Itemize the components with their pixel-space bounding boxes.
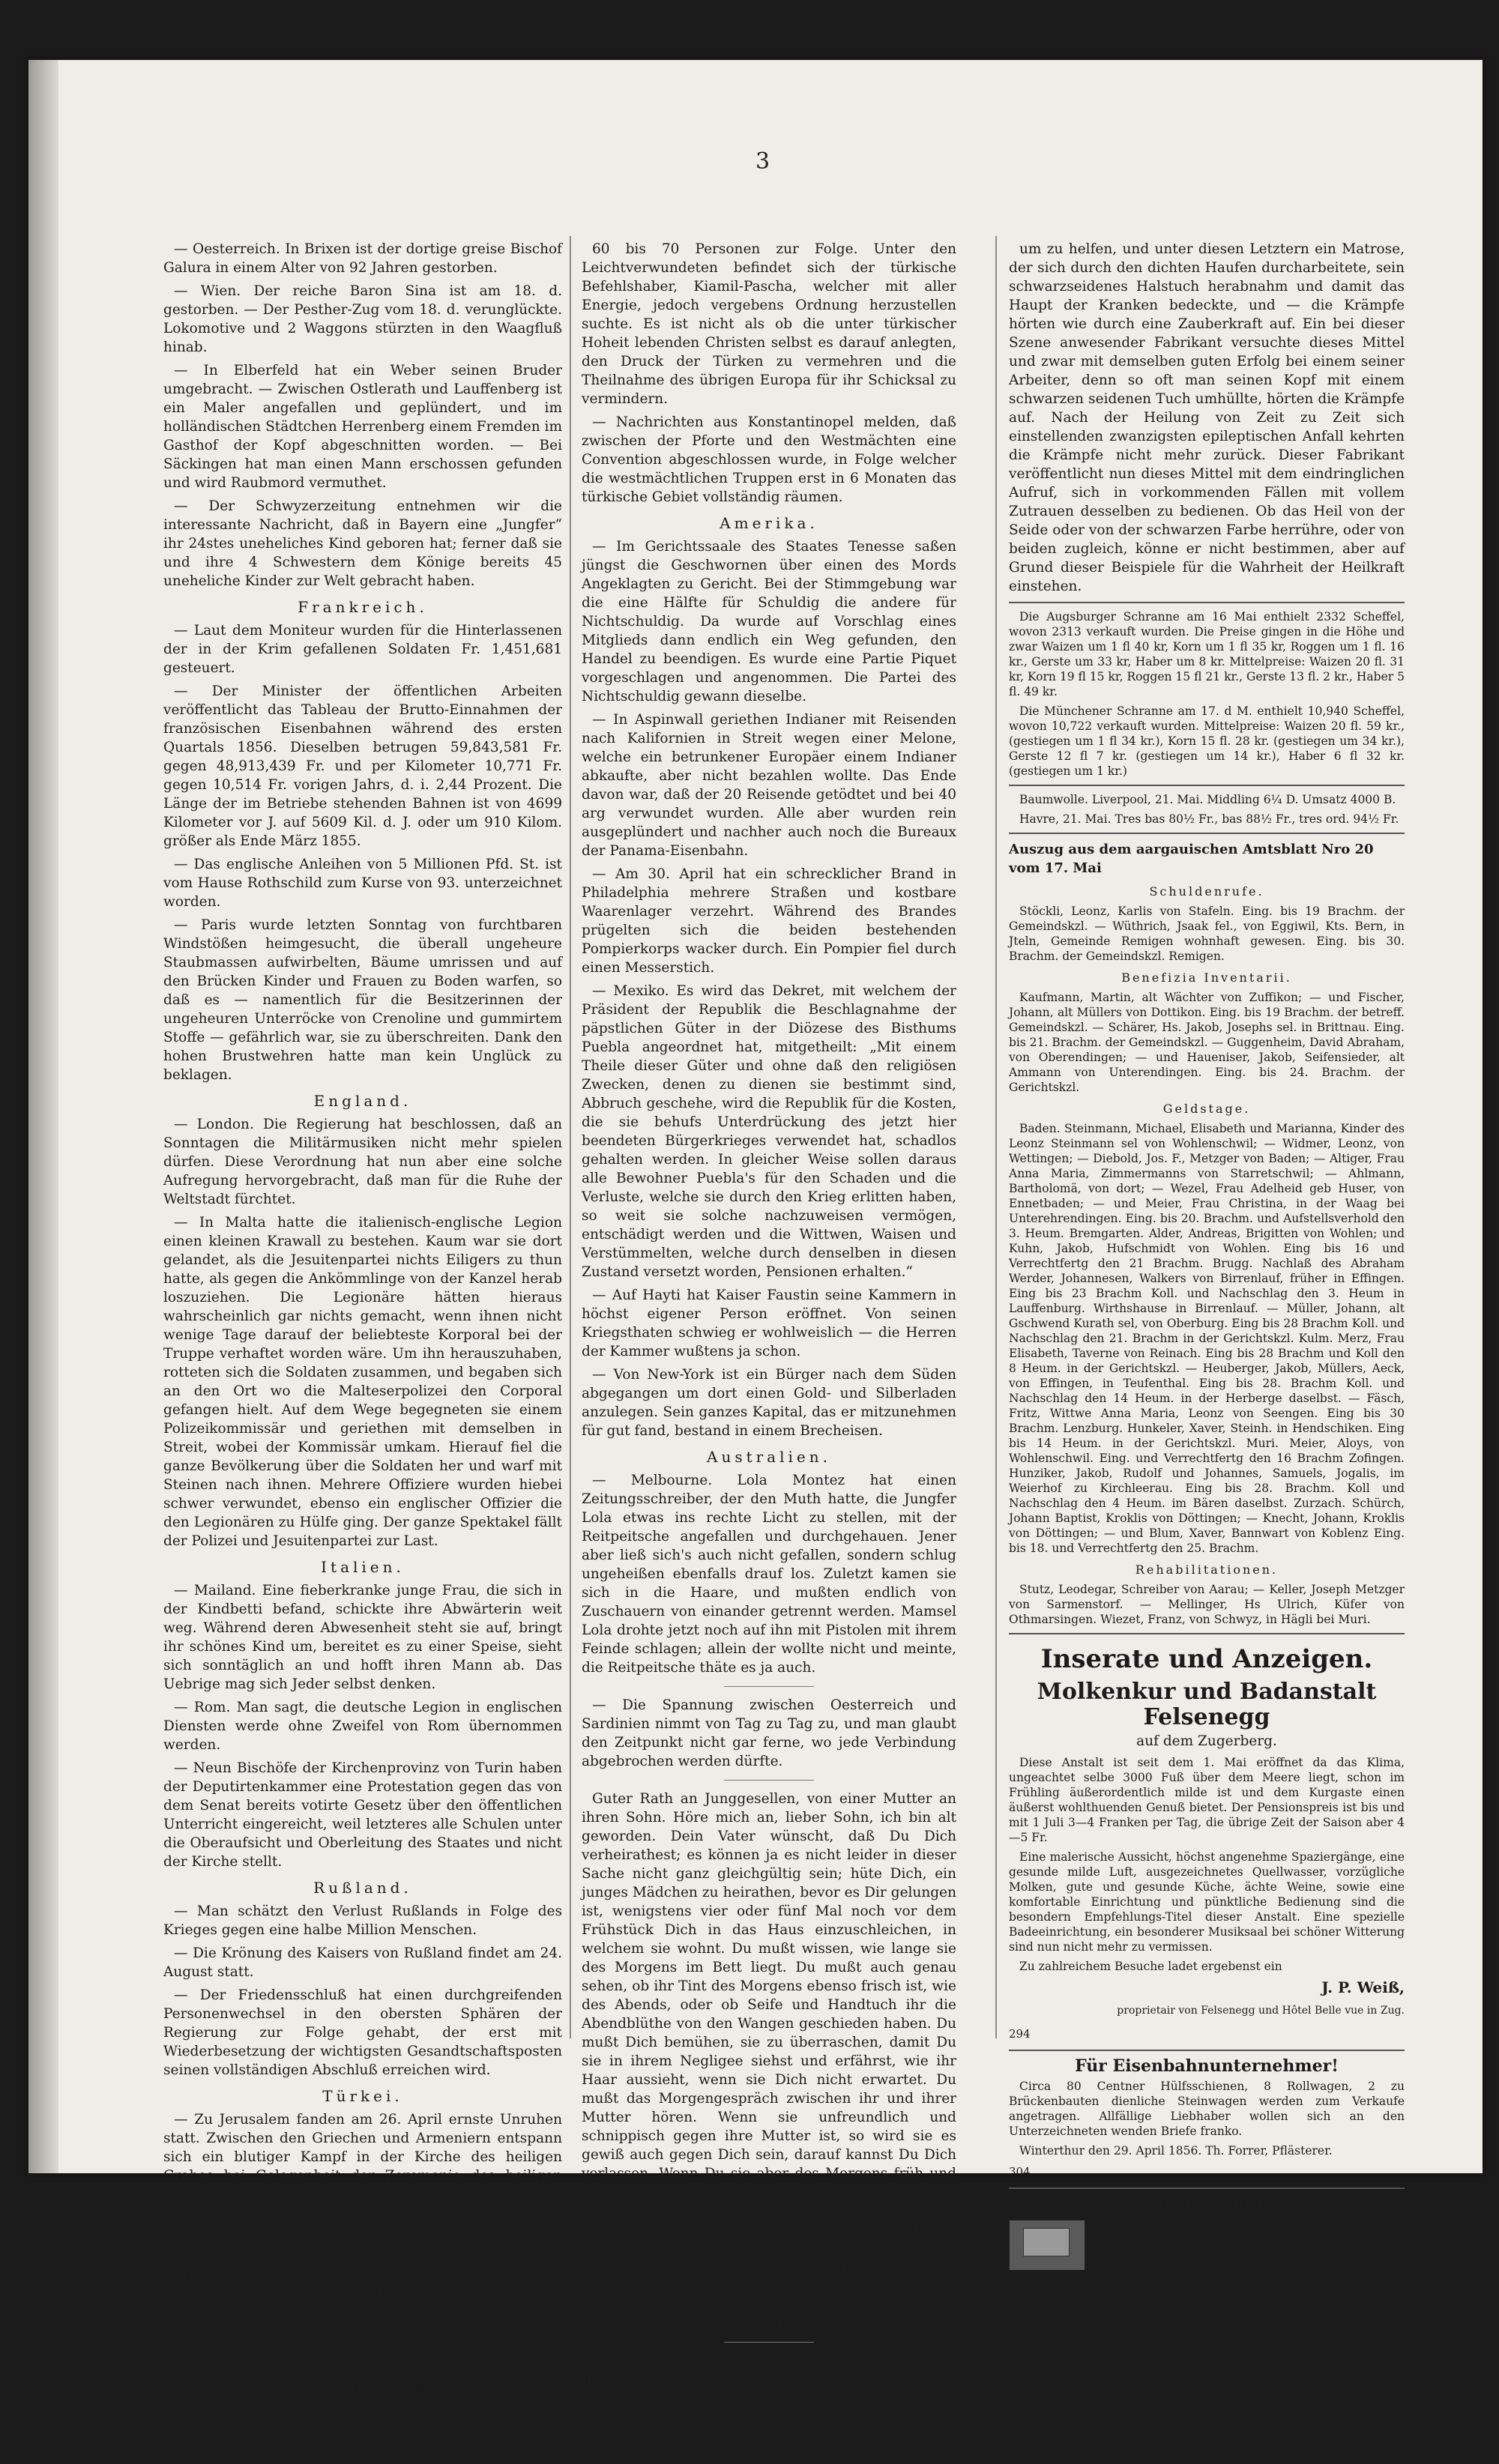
- article-paragraph: — Paris wurde letzten Sonntag von furchtbaren Windstößen heimgesucht, die überall ungeheure Staubmassen aufwirbelten, Bäume umrissen und auf den Brücken Kinder und Frauen zu Boden warfen, so daß es — namentlich für die Besitzerinnen der ungeheuren Unterröcke von Crenoline und gummirtem Stoffe — gefährlich war, sie zu überschreiten. Dank den hohen Brustwehren hatte man kein Unglück zu beklagen.: [163, 917, 562, 1083]
- section-rule: [1009, 2050, 1405, 2051]
- page-spine-shadow: [28, 60, 58, 2173]
- article-paragraph: — Im Gerichtssaale des Staates Tenesse saßen jüngst die Geschwornen über einen des Mords Angeklagten zu Gericht. Bei der Stimmgebung war die eine Hälfte für Schuldig die andere für Nichtschuldig. Da wurde auf Vorschlag eines Mitglieds dann endlich ein Weg gefunden, den Handel zu beendigen. Es wurde eine Partie Piquet vorgeschlagen und angenommen. Die Partei des Nichtschuldig gewann dieselbe.: [582, 539, 956, 704]
- notice-paragraph: Zu zahlreichem Besuche ladet ergebenst ein: [1019, 1960, 1282, 1973]
- article-paragraph: — Von New-York ist ein Bürger nach dem Süden abgegangen um dort einen Gold- und Silberladen anzulegen. Sein ganzes Kapital, das er mitzunehmen für gut fand, bestand in einem Brecheisen.: [582, 1367, 956, 1439]
- amtsblatt-heading: Auszug aus dem aargauischen Amtsblatt Nro 20 vom 17. Mai: [1009, 842, 1374, 876]
- separator-rule: [724, 1780, 814, 1781]
- notice-paragraph: Kaufmann, Martin, alt Wächter von Zuffikon; — und Fischer, Johann, alt Müllers von Dottikon. Eing. bis 19 Brachm. der betreff. Gemeindskzl. — Schärer, Hs. Jakob, Josephs sel. in Brittnau. Eing. bis 21. Brachm. der Gemeindskzl. — Guggenheim, David Abraham, von Oberendingen; — und Haueniser, Jakob, Seifensieder, alt Ammann von Unterendingen. Eing. bis 24. Brachm. der Gerichtskzl.: [1009, 991, 1405, 1094]
- section-heading: Rußland.: [313, 1879, 412, 1897]
- section-heading: Frankreich.: [298, 598, 428, 616]
- notice-heading: Geldstage.: [1162, 1102, 1251, 1116]
- ad-text: Ein Wasserwerk in der östlichen Schweiz von wenigstens 80 Pferdekräften, mit durchschnittlich großem Wasser, mit oder ohne Land, mit oder ohne mehrere Gebäulichkeiten. Dasselbe liegt an der Verbindung aller Hauptstraßen in einem Dorfe an einem See und an Eisenbahnen, und in Berührung mit allen Kantonen und einer der schönsten und fruchtbarsten Lagen der Schweiz. Kaufsbedingnisse sind sehr billig. Frankirte Briefe mit der Chiffre Z. 00 besorgt die Expedition dieser Zeitung.: [1009, 2217, 1405, 2351]
- article-paragraph: — Mailand. Eine fieberkranke junge Frau, die sich in der Kindbetti befand, schickte ihre Abwärterin weit weg. Während deren Abwesenheit steht sie auf, bringt ihr schönes Kind um, bereitet es zu einer Speise, sieht sich sonntäglich an und hofft ihren Mann ab. Das Uebrige mag sich Jeder selbst denken.: [163, 1583, 562, 1692]
- article-paragraph: Heilung der Epilepsie (fallendes Weh). Die französische Zeitschrift „La Normandie“ berichtet folgende seltsame Kur der Epilepsie. In der Stadt Oporto wurde auf der Straße ein Frauenzimmer von der Epilepsie befallen. Nun strömten Viele herbei, theils aus Neugierde, theils: [582, 2353, 956, 2463]
- article-paragraph: — Zu Jerusalem fanden am 26. April ernste Unruhen statt. Zwischen den Griechen und Armeniern entspann sich ein blutiger Kampf in der Kirche des heiligen Grabes bei Gelegenheit der Zeremonie des heiligen Feuers! Die Behörde ergriff Maßregeln, um die Wiederholung der traurigen Szenen zu verhindern und den möglichen Akten der Rache vorzubeugen.: [163, 2112, 562, 2240]
- article-paragraph: um zu helfen, und unter diesen Letztern ein Matrose, der sich durch den dichten Haufen durcharbeitete, sein schwarzseidenes Halstuch herabnahm und damit das Haupt der Kranken bedeckte, und — die Krämpfe hörten wie durch eine Zauberkraft auf. Ein bei dieser Szene anwesender Fabrikant versuchte dieses Mittel und zwar mit demselben guten Erfolg bei einem seiner Arbeiter, denn so oft man seinen Kopf mit einem schwarzen seidenen Tuch umhüllte, hörten die Krämpfe auf. Nach der Heilung von Zeit zu Zeit sich einstellenden zwanzigsten epileptischen Anfall kehrten die Krämpfe nicht mehr zurück. Dieser Fabrikant veröffentlicht nun dieses Mittel mit dem eindringlichen Aufruf, sich in vorkommenden Fällen mit vollem Zutrauen desselben zu bedienen. Ob das Heil von der Seide oder von der schwarzen Farbe herrühre, oder von beiden zugleich, könne er nicht bestimmen, aber auf Grund dieser Beispiele für die Wahrheit der Heilkraft einstehen.: [1009, 241, 1405, 594]
- notice-paragraph: Baumwolle. Liverpool, 21. Mai. Middling 6¼ D. Umsatz 4000 B.: [1019, 793, 1396, 806]
- section-heading: Italien.: [321, 1558, 405, 1576]
- notice-paragraph: Baden. Steinmann, Michael, Elisabeth und Marianna, Kinder des Leonz Steinmann sel von Wohlenschwil; — Widmer, Leonz, von Wettingen; — Diebold, Jos. F., Metzger von Baden; — Altiger, Frau Anna Maria, Zimmermanns von Starretschwil; — Ahlmann, Bartholomä, von dort; — Wezel, Frau Adelheid geb Huser, von Ennetbaden; — und Meier, Frau Christina, in der Waag bei Unterehrendingen. Eing. bis 20. Brachm. und Aufstellsverhold den 3. Heum. Bremgarten. Alder, Andreas, Brigitten von Wohlen; und Kuhn, Jakob, Hufschmidt von Wohlen. Eing bis 16 und Verrechtfertg den 21 Brachm. Brugg. Nachlaß des Abraham Werder, Johannesen, Walkers von Birrenlauf, früher in Effingen. Eing bis 23 Brachm Koll. und Nachschlag den 3. Heum in Lauffenburg. Wirthshause in Birrenlauf. — Müller, Johann, alt Gschwend Kurath sel, von Oberburg. Eing bis 28 Brachm Koll. und Nachschlag den 21. Brachm in der Gerichtskzl. Kulm. Merz, Frau Elisabeth, Taverne von Reinach. Eing bis 28 Brachm und Koll den 8 Heum. in der Gerichtskzl. — Heuberger, Jakob, Müllers, Aeck, von Effingen, in Teufenthal. Eing bis 28. Brachm Koll. und Nachschlag den 14 Heum. in der Herberge daselbst. — Fäsch, Fritz, Wittwe Anna Maria, Leonz von Seengen. Eing bis 30 Brachm. Lenzburg. Hunkeler, Xaver, Steinh. in Hendschiken. Eing bis 14 Heum. in der Gerichtskzl. Muri. Meier, Aloys, von Wohlenschwil. Eing. und Verrechtfertg den 16 Brachm Zofingen. Hunziker, Jakob, Rudolf und Johannes, Samuels, Jogalis, im Weierhof zu Kirchleerau. Eing bis 28. Brachm. Koll und Nachschlag den 4 Heum. im Bären daselbst. Zurzach. Schürch, Johann Baptist, Kroklis von Döttingen; — Knecht, Johann, Kroklis von Döttingen; — und Blum, Xaver, Bannwart von Koblenz Eing. bis 18. und Verrechtfertg den 25. Brachm.: [1009, 1122, 1405, 1555]
- notice-heading: Rehabilitationen.: [1135, 1562, 1279, 1577]
- article-paragraph: — Laut dem Moniteur wurden für die Hinterlassenen der in der Krim gefallenen Soldaten Fr. 1,451,681 gesteuert.: [163, 623, 562, 676]
- section-rule: [1009, 602, 1405, 603]
- ad-signature: J. P. Weiß,: [1321, 1978, 1405, 1996]
- column-divider: [570, 236, 571, 2038]
- ad-title: Zu verkaufen: [1145, 2194, 1268, 2214]
- ad-paragraph: [1009, 2217, 1405, 2352]
- article-paragraph: — Der Friedensschluß hat einen durchgreifenden Personenwechsel in den obersten Sphären der Regierung zur Folge gehabt, der erst mit Wiederbesetzung der wichtigsten Gesandtschaftsposten seinen vollständigen Abschluß erreichen wird.: [163, 1987, 562, 2078]
- section-rule: [1009, 833, 1405, 834]
- article-paragraph: — Der Minister der öffentlichen Arbeiten veröffentlicht das Tableau der Brutto-Einnahmen der französischen Eisenbahnen während des ersten Quartals 1856. Dieselben betrugen 59,843,581 Fr. gegen 48,913,439 Fr. und per Kilometer 10,771 Fr. gegen 10,514 Fr. vorigen Jahrs, d. i. 2,44 Prozent. Die Länge der im Betriebe stehenden Bahnen ist von 4699 Kilometer vor J. auf 5609 Kil. d. J. oder um 910 Kilom. größer als Ende März 1855.: [163, 683, 562, 849]
- article-paragraph: — Neun Bischöfe der Kirchenprovinz von Turin haben der Deputirtenkammer eine Protestation gegen das von dem Senat bereits votirte Gesetz über den öffentlichen Unterricht eingereicht, weil letzteres alle Schulen unter die Oberaufsicht und Oberleitung des Staates und nicht der Kirche stellt.: [163, 1760, 562, 1870]
- column-3: [1009, 240, 1405, 2367]
- article-paragraph: — Die Spannung zwischen Oesterreich und Sardinien nimmt von Tag zu Tag zu, und man glaubt den Zeitpunkt nicht gar ferne, wo jede Verbindung abgebrochen werden dürfte.: [582, 1697, 956, 1769]
- notice-paragraph: Stöckli, Leonz, Karlis von Stafeln. Eing. bis 19 Brachm. der Gemeindskzl. — Wüthrich, Jsaak fel., von Eggiwil, Kts. Bern, in Jteln, Gemeinde Remigen wohnhaft gewesen. Eing. bis 30. Brachm. der Gemeindskzl. Remigen.: [1009, 905, 1405, 963]
- article-paragraph: — In Aspinwall geriethen Indianer mit Reisenden nach Kalifornien in Streit wegen einer Melone, welche ein betrunkener Europäer einem Indianer abkaufte, aber nicht bezahlen wollte. Das Ende davon war, daß der 20 Reisende getödtet und bei 40 arg verwundet wurden. Alle aber wurden rein ausgeplündert und nachher auch noch die Bureaux der Panama-Eisenbahn.: [582, 712, 956, 859]
- advertisements-heading: Inserate und Anzeigen.: [1040, 1644, 1373, 1674]
- article-paragraph: — Dem Pariser „Pays“ wird in einem Briefe vom 27. April aus Jerusalem Näheres über die vor Tage vorher daselbst stattgehabten Unruhen mitgetheilt. Leider waren es diesmal Christen unter einander selbst, welche die Ursache dieser traurigen Szenen veranlaßten, denen man sonst den türkischen Fanatismus anzuklagen gewohnt ist. Der Kampf entspann sich zwischen griechischen und armenischen Schismatikern in der heiligen Grabkirche und hatte die Verwundung von: [163, 2247, 562, 2432]
- article-paragraph: — In Elberfeld hat ein Weber seinen Bruder umgebracht. — Zwischen Ostlerath und Lauffenberg ist ein Maler angefallen und geplündert, und im holländischen Städtchen Herrenberg einem Fremden im Gasthof der Kopf abgeschnitten worden. — Bei Säckingen hat man einen Mann erschossen gefunden und wird Raubmord vermuthet.: [163, 363, 562, 491]
- article-paragraph: — Nachrichten aus Konstantinopel melden, daß zwischen der Pforte und den Westmächten eine Convention abgeschlossen wurde, in Folge welcher die westmächtlichen Truppen erst in 6 Monaten das türkische Gebiet vollständig räumen.: [582, 414, 956, 505]
- article-paragraph: — Der Schwyzerzeitung entnehmen wir die interessante Nachricht, daß in Bayern eine „Jungfer“ ihr 24stes uneheliches Kind geboren hat; ferner daß sie und ihre 4 Schwestern dem Könige bereits 45 uneheliche Kinder zur Welt gebracht haben.: [163, 498, 562, 589]
- article-paragraph: — Am 30. April hat ein schrecklicher Brand in Philadelphia mehrere Straßen und kostbare Waarenlager verzehrt. Während des Brandes prügelten sich die beiden bestehenden Pompierkorps wacker durch. Ein Pompier fiel durch einen Messerstich.: [582, 866, 956, 976]
- article-paragraph: — Oesterreich. In Brixen ist der dortige greise Bischof Galura in einem Alter von 92 Jahren gestorben.: [163, 241, 562, 276]
- section-heading: England.: [313, 1092, 412, 1110]
- ad-title: Molkenkur und Badanstalt Felsenegg: [1037, 1679, 1377, 1730]
- section-rule: [1009, 2187, 1405, 2189]
- notice-paragraph: Circa 80 Centner Hülfsschienen, 8 Rollwagen, 2 zu Brückenbauten dienliche Steinwagen werden zum Verkaufe angetragen. Allfällige Liebhaber wollen sich an den Unterzeichneten wenden Briefe franko.: [1009, 2080, 1405, 2138]
- newspaper-page: [28, 60, 1483, 2463]
- ad-number: 285: [1009, 2354, 1031, 2367]
- house-illustration: [1009, 2220, 1085, 2271]
- page-number: 3: [755, 148, 770, 175]
- ad-subtitle: auf dem Zugerberg.: [1136, 1733, 1277, 1749]
- article-paragraph: — In Malta hatte die italienisch-englische Legion einen kleinen Krawall zu bestehen. Kaum war sie dort gelandet, als die Jesuitenpartei nichts Eiligers zu thun hatte, als gegen die Ankömmlinge von der Kanzel herab loszuziehen. Die Legionäre hätten hieraus wahrscheinlich gar nichts gemacht, wenn ihnen nicht wenige Tage darauf der beliebteste Korporal bei der Truppe verhaftet worden wäre. Um ihn herauszuhaben, rotteten sich die Soldaten zusammen, und begaben sich an den Ort wo die Malteserpolizei den Corporal gefangen hielt. Auf dem Wege begegneten sie einem Polizeikommissär und geriethen mit demselben in Streit, wobei der Kommissär umkam. Hierauf fiel die ganze Bevölkerung über die Soldaten her und warf mit Steinen nach ihnen. Mehrere Offiziere wurden hiebei schwer verwundet, ebenso ein englischer Offizier die den Legionären zu Hülfe ging. Der ganze Spektakel fällt der Polizei und Jesuitenpartei zur Last.: [163, 1215, 562, 1549]
- notice-paragraph: Winterthur den 29. April 1856. Th. Forrer, Pflästerer.: [1019, 2144, 1333, 2157]
- notice-paragraph: Stutz, Leodegar, Schreiber von Aarau; — Keller, Joseph Metzger von Sarmenstorf. — Mellinger, Hs Ulrich, Küfer von Othmarsingen. Wiezet, Franz, von Schwyz, in Hägli bei Muri.: [1009, 1583, 1405, 1626]
- article-paragraph: — Rom. Man sagt, die deutsche Legion in englischen Diensten werde ohne Zweifel von Rom übernommen werden.: [163, 1700, 562, 1753]
- article-paragraph: — Das englische Anleihen von 5 Millionen Pfd. St. ist vom Hause Rothschild zum Kurse von 93. unterzeichnet worden.: [163, 857, 562, 910]
- ad-number: 304: [1009, 2165, 1031, 2178]
- column-1: [163, 240, 562, 2432]
- section-rule: [1009, 1633, 1405, 1634]
- section-rule: [1009, 785, 1405, 786]
- notice-paragraph: Die Augsburger Schranne am 16 Mai enthielt 2332 Scheffel, wovon 2313 verkauft wurden. Die Preise gingen in die Höhe und zwar Waizen um 1 fl 40 kr, Korn um 1 fl 35 kr, Roggen um 1 fl. 16 kr., Gerste um 33 kr, Haber um 8 kr. Mittelpreise: Waizen 20 fl. 31 kr, Korn 19 fl 15 kr, Roggen 15 fl 21 kr., Gerste 13 fl. 2 kr., Haber 5 fl. 49 kr.: [1009, 610, 1405, 698]
- ad-title: Für Eisenbahnunternehmer!: [1075, 2056, 1339, 2076]
- notice-paragraph: Havre, 21. Mai. Tres bas 80½ Fr., bas 88½ Fr., tres ord. 94½ Fr.: [1019, 812, 1399, 826]
- notice-paragraph: Diese Anstalt ist seit dem 1. Mai eröffnet da das Klima, ungeachtet selbe 3000 Fuß über dem Meere liegt, schon im Frühling äußerordentlich milde ist und dem Kurgaste einen äußerst wohlthuenden Genuß bietet. Der Pensionspreis ist bis und mit 1 Juli 3—4 Franken per Tag, die übrige Zeit der Saison aber 4—5 Fr.: [1009, 1756, 1405, 1844]
- article-paragraph: — Mexiko. Es wird das Dekret, mit welchem der Präsident der Republik die Beschlagnahme der päpstlichen Güter in der Diözese des Bisthums Puebla angeordnet hat, mitgetheilt: „Mit einem Theile dieser Güter und ohne daß den religiösen Zwecken, denen zu dienen sie bestimmt sind, Abbruch geschehe, wird die Republik für die Kosten, die sie behufs Unterdrückung des jetzt hier beendeten Bürgerkrieges verwendet hat, schadlos gehalten werden. In gleicher Weise sollen daraus alle Bewohner Puebla's für den Schaden und die Verluste, welche sie durch den Krieg erlitten haben, so weit sie solche nachzuweisen vermögen, entschädigt werden und die Wittwen, Waisen und Verstümmelten, welche durch denselben in diesen Zustand versetzt worden, Pensionen erhalten.“: [582, 983, 956, 1280]
- article-paragraph: — Wien. Der reiche Baron Sina ist am 18. d. gestorben. — Der Pesther-Zug vom 18. d. verunglückte. Lokomotive und 2 Waggons stürzten in den Waagfluß hinab.: [163, 283, 562, 355]
- article-paragraph: — Man schätzt den Verlust Rußlands in Folge des Krieges gegen eine halbe Million Menschen.: [163, 1903, 562, 1938]
- section-heading: Australien.: [707, 1448, 831, 1466]
- article-paragraph: — London. Die Regierung hat beschlossen, daß an Sonntagen die Militärmusiken nicht mehr spielen dürfen. Diese Verordnung hat nun aber eine solche Aufregung hervorgebracht, daß man für die Ruhe der Weltstadt fürchtet.: [163, 1117, 562, 1207]
- column-divider: [995, 236, 997, 2038]
- notice-heading: Benefizia Inventarii.: [1121, 970, 1292, 985]
- article-paragraph: Guter Rath an Junggesellen, von einer Mutter an ihren Sohn. Höre mich an, lieber Sohn, ich bin alt geworden. Dein Vater wünscht, daß Du Dich verheirathest; es können ja es nicht leider in dieser Sache nicht ganz gleichgültig sein; hüte Dich, ein junges Mädchen zu heirathen, bevor es Dir gelungen ist, wenigstens vier oder fünf Mal noch vor dem Frühstück Dich in das Haus einzuschleichen, in welchem sie wohnt. Du mußt wissen, wie lange sie des Morgens im Bett liegt. Du mußt auch genau sehen, ob ihr Tint des Morgens ebenso frisch ist, wie des Abends, oder ob Seife und Handtuch ihr die Abendblüthe von den Wangen geschieden haben. Du mußt Dich bemühen, sie zu überraschen, damit Du sie in ihrem Negligee siehst und erfährst, wie ihr Haar aussieht, wenn sie Dich nicht erwartet. Du mußt das Morgengespräch zwischen ihr und ihrer Mutter hören. Wenn sie unfreundlich und schnippisch gegen ihre Mutter ist, so wird sie es gewiß auch gegen Dich sein, darauf kannst Du Dich verlassen. Wenn Du sie aber des Morgens früh und schon sauber gekleidet, mit demselben Gesicht, demselben Lächeln, demselben nett gekämmten Haar, demselben bereitwilligen und freundlichen Antworten gegen ihre Mutter, welche sie am Abend auszeichnete — findest, wenn sie mithülflich ist, das Frühstück zu rechter Zeit fertig zu bringen — dann ist sie ein Juwel, mein lieber Sohn, und je eher Du sie zu gewinnen suchst, desto besser für Dich.: [582, 1791, 956, 2331]
- article-paragraph: 60 bis 70 Personen zur Folge. Unter den Leichtverwundeten befindet sich der türkische Befehlshaber, Kiamil-Pascha, welcher mit aller Energie, jedoch vergebens Ordnung herzustellen suchte. Es ist nicht als ob die unter türkischer Hoheit lebenden Christen selbst es darauf anlegten, den Druck der Türken zu vermehren und die Theilnahme des übrigen Europa für ihr Schicksal zu vermindern.: [582, 241, 956, 407]
- notice-heading: Schuldenrufe.: [1149, 884, 1264, 899]
- notice-paragraph: Eine malerische Aussicht, höchst angenehme Spaziergänge, eine gesunde milde Luft, ausgezeichnetes Quellwasser, vorzügliche Molken, gute und gesunde Küche, ächte Weine, sowie eine komfortable Einrichtung und pünktliche Bedienung sind die besondern Empfehlungs-Titel dieser Anstalt. Eine spezielle Badeeinrichtung, ein besonderer Musiksaal bei schöner Witterung sind nun nicht mehr zu vermissen.: [1009, 1850, 1405, 1954]
- ad-number: 294: [1009, 2027, 1031, 2041]
- section-heading: Türkei.: [322, 2087, 403, 2105]
- notice-paragraph: Die Münchener Schranne am 17. d M. enthielt 10,940 Scheffel, wovon 10,722 verkauft wurden. Mittelpreise: Waizen 20 fl. 59 kr., (gestiegen um 1 fl 34 kr.), Korn 15 fl. 28 kr. (gestiegen um 34 kr.), Gerste 12 fl 7 kr. (gestiegen um 14 kr.), Haber 6 fl 32 kr. (gestiegen um 1 kr.): [1009, 704, 1405, 778]
- article-paragraph: — Auf Hayti hat Kaiser Faustin seine Kammern in höchst eigener Person eröffnet. Von seinen Kriegsthaten schwieg er wohlweislich — die Herren der Kammer wußtens ja schon.: [582, 1287, 956, 1359]
- separator-rule: [724, 2342, 814, 2343]
- article-paragraph: — Melbourne. Lola Montez hat einen Zeitungsschreiber, der den Muth hatte, die Jungfer Lola etwas ins rechte Licht zu stellen, mit der Reitpeitsche angefallen und durchgehauen. Jener aber ließ sich's auch nicht gefallen, sondern schlug ungeheißen ebenfalls drauf los. Zuletzt kamen sie sich in die Haare, und mußten endlich von Zuschauern von einander getrennt werden. Mamsel Lola drohte jetzt noch auf ihn mit Pistolen mit ihrem Feinde schlagen; allein der wollte nicht und meinte, die Reitpeitsche thäte es ja auch.: [582, 1473, 956, 1676]
- column-2: [582, 240, 956, 2463]
- ad-signature-detail: proprietair von Felsenegg und Hôtel Belle vue in Zug.: [1117, 2005, 1405, 2017]
- separator-rule: [724, 1686, 814, 1687]
- section-heading: Amerika.: [720, 514, 818, 532]
- article-paragraph: — Die Krönung des Kaisers von Rußland findet am 24. August statt.: [163, 1945, 562, 1980]
